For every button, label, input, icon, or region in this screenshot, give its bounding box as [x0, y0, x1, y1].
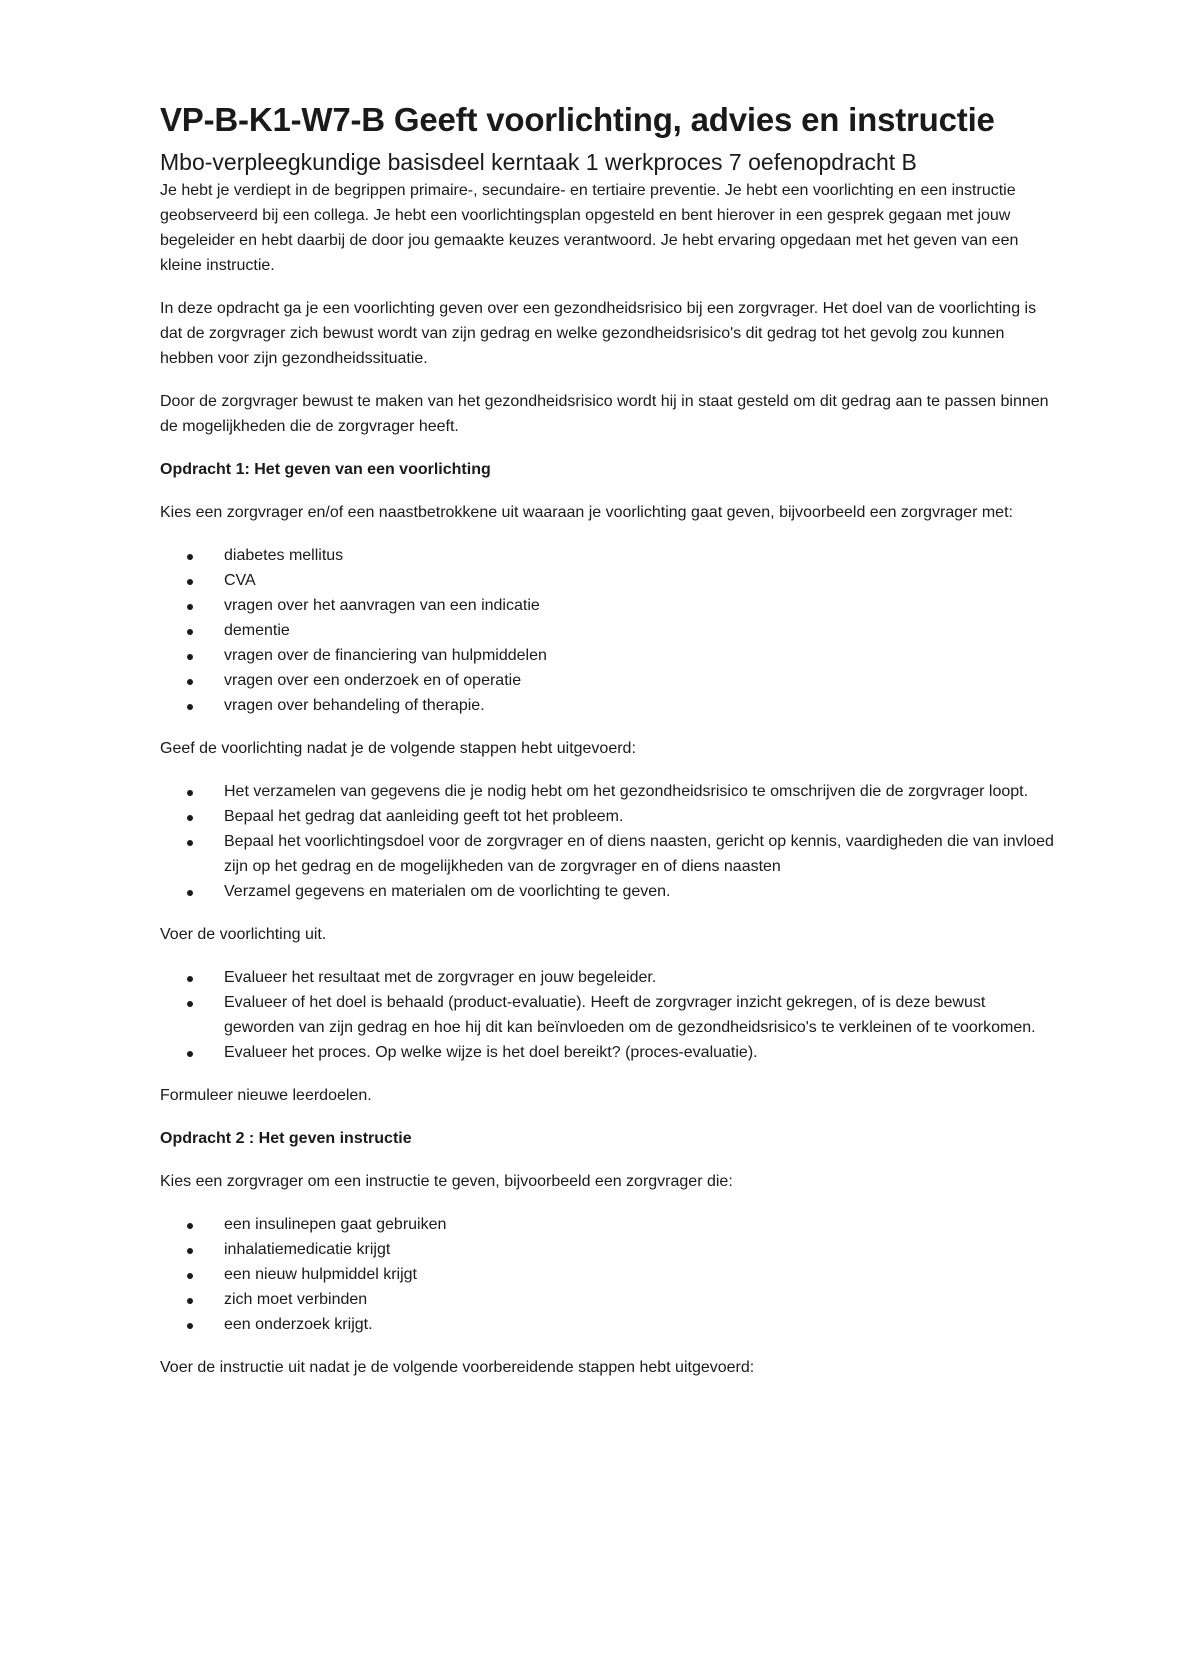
- opdracht-1-execute: Voer de voorlichting uit.: [160, 926, 327, 944]
- list-item: vragen over behandeling of therapie.: [160, 693, 1060, 718]
- list-item: vragen over de financiering van hulpmiddelen: [160, 643, 1060, 668]
- list-item: zich moet verbinden: [160, 1287, 1060, 1312]
- bullet-icon: [187, 890, 193, 896]
- bullet-icon: [187, 1223, 193, 1229]
- list-item: Bepaal het gedrag dat aanleiding geeft tot het probleem.: [160, 804, 1060, 829]
- bullet-icon: [187, 840, 193, 846]
- list-item: Evalueer het proces. Op welke wijze is het doel bereikt? (proces-evaluatie).: [160, 1040, 1060, 1065]
- list-item: Verzamel gegevens en materialen om de voorlichting te geven.: [160, 879, 1060, 904]
- bullet-icon: [187, 1001, 193, 1007]
- bullet-icon: [187, 554, 193, 560]
- opdracht-1-closing: Formuleer nieuwe leerdoelen.: [160, 1087, 372, 1105]
- opdracht-1-evaluation-list: [160, 965, 1060, 1065]
- intro-paragraph: Je hebt je verdiept in de begrippen primaire-, secundaire- en tertiaire preventie. Je hebt een voorlichting en een instructie geobserveerd bij een collega. Je hebt een voorlichtingsplan opgesteld en bent hierover in een gesprek gegaan met jouw begeleider en hebt daarbij de door jou gemaakte keuzes verantwoord. Je hebt ervaring opgedaan met het geven van een kleine instructie.: [160, 182, 1019, 275]
- bullet-icon: [187, 1051, 193, 1057]
- document-subtitle: Mbo-verpleegkundige basisdeel kerntaak 1 werkproces 7 oefenopdracht B: [160, 148, 917, 175]
- opdracht-2-intro: Kies een zorgvrager om een instructie te geven, bijvoorbeeld een zorgvrager die:: [160, 1173, 733, 1191]
- bullet-icon: [187, 654, 193, 660]
- bullet-icon: [187, 1298, 193, 1304]
- paragraph-3: Door de zorgvrager bewust te maken van het gezondheidsrisico wordt hij in staat gesteld om dit gedrag aan te passen binnen de mogelijkheden die de zorgvrager heeft.: [160, 393, 1049, 436]
- bullet-icon: [187, 604, 193, 610]
- document-title: VP-B-K1-W7-B Geeft voorlichting, advies en instructie: [160, 101, 995, 138]
- opdracht-2-heading: Opdracht 2 : Het geven instructie: [160, 1130, 412, 1148]
- opdracht-2-steps-intro: Voer de instructie uit nadat je de volgende voorbereidende stappen hebt uitgevoerd:: [160, 1359, 755, 1377]
- list-item: vragen over een onderzoek en of operatie: [160, 668, 1060, 693]
- opdracht-1-steps-list: [160, 779, 1060, 904]
- opdracht-1-steps-intro: Geef de voorlichting nadat je de volgende stappen hebt uitgevoerd:: [160, 740, 636, 758]
- bullet-icon: [187, 1273, 193, 1279]
- document-page: [160, 100, 1060, 1398]
- list-item: diabetes mellitus: [160, 543, 1060, 568]
- paragraph-2: In deze opdracht ga je een voorlichting geven over een gezondheidsrisico bij een zorgvrager. Het doel van de voorlichting is dat de zorgvrager zich bewust wordt van zijn gedrag en welke gezondheidsrisico's dit gedrag tot het gevolg zou kunnen hebben voor zijn gezondheidssituatie.: [160, 300, 1037, 368]
- bullet-icon: [187, 1323, 193, 1329]
- list-item: een insulinepen gaat gebruiken: [160, 1212, 1060, 1237]
- list-item: vragen over het aanvragen van een indicatie: [160, 593, 1060, 618]
- bullet-icon: [187, 790, 193, 796]
- opdracht-1-intro: Kies een zorgvrager en/of een naastbetrokkene uit waaraan je voorlichting gaat geven, bijvoorbeeld een zorgvrager met:: [160, 504, 1013, 522]
- list-item: een onderzoek krijgt.: [160, 1312, 1060, 1337]
- list-item: CVA: [160, 568, 1060, 593]
- bullet-icon: [187, 679, 193, 685]
- list-item: Het verzamelen van gegevens die je nodig hebt om het gezondheidsrisico te omschrijven die de zorgvrager loopt.: [160, 779, 1060, 804]
- opdracht-2-examples-list: [160, 1212, 1060, 1337]
- bullet-icon: [187, 704, 193, 710]
- list-item: Bepaal het voorlichtingsdoel voor de zorgvrager en of diens naasten, gericht op kennis, vaardigheden die van invloed zijn op het gedrag en de mogelijkheden van de zorgvrager en of diens naasten: [160, 829, 1060, 879]
- bullet-icon: [187, 815, 193, 821]
- list-item: Evalueer of het doel is behaald (product-evaluatie). Heeft de zorgvrager inzicht gekregen, of is deze bewust geworden van zijn gedrag en hoe hij dit kan beïnvloeden om de gezondheidsrisico's te verkleinen of te voorkomen.: [160, 990, 1060, 1040]
- list-item: Evalueer het resultaat met de zorgvrager en jouw begeleider.: [160, 965, 1060, 990]
- list-item: inhalatiemedicatie krijgt: [160, 1237, 1060, 1262]
- bullet-icon: [187, 1248, 193, 1254]
- bullet-icon: [187, 976, 193, 982]
- list-item: een nieuw hulpmiddel krijgt: [160, 1262, 1060, 1287]
- list-item: dementie: [160, 618, 1060, 643]
- bullet-icon: [187, 579, 193, 585]
- opdracht-1-heading: Opdracht 1: Het geven van een voorlichting: [160, 461, 491, 479]
- bullet-icon: [187, 629, 193, 635]
- opdracht-1-examples-list: [160, 543, 1060, 718]
